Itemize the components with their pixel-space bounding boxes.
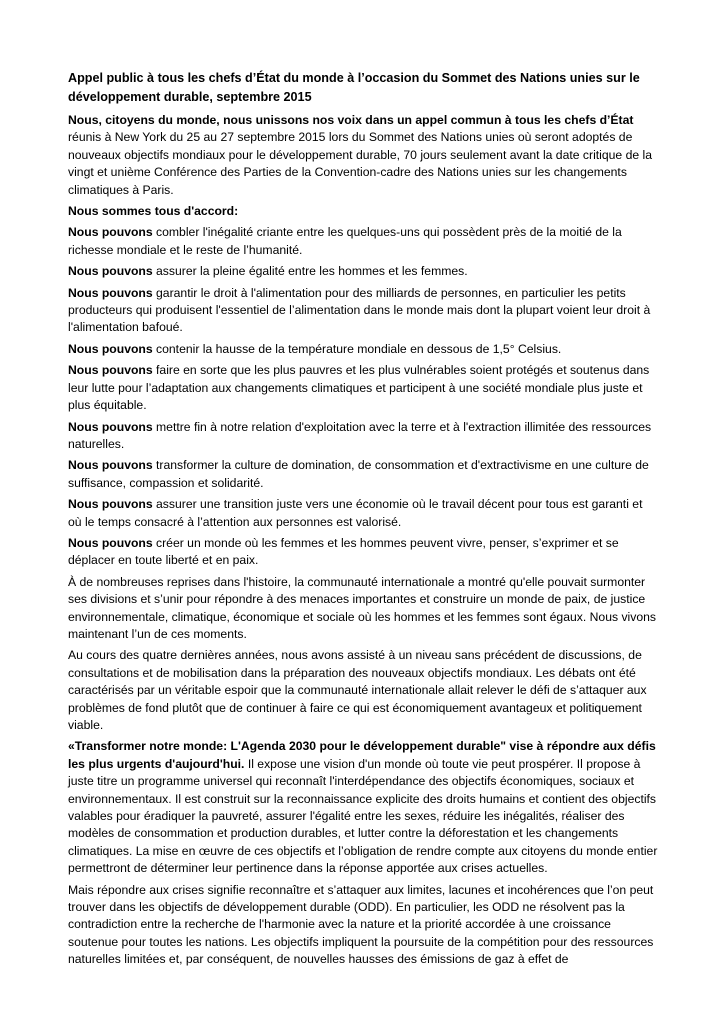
- paragraph-nous-pouvons-3: [68, 285, 658, 337]
- paragraph-lead: Nous, citoyens du monde, nous unissons nos voix dans un appel commun à tous les chefs d’État: [68, 113, 634, 127]
- paragraph-history: [68, 574, 658, 644]
- paragraph-nous-pouvons-1: [68, 224, 658, 259]
- paragraph-lead: Nous pouvons: [68, 363, 153, 378]
- paragraph-odd-limits: [68, 882, 658, 969]
- paragraph-lead: Nous pouvons: [68, 419, 153, 434]
- paragraph-text: assurer la pleine égalité entre les hommes et les femmes.: [152, 264, 468, 279]
- paragraph-nous-pouvons-9: [68, 535, 658, 570]
- paragraph-lead: Nous sommes tous d'accord:: [68, 204, 239, 219]
- paragraph-text: créer un monde où les femmes et les hommes peuvent vivre, penser, s’exprimer et se déplacer en toute liberté et en paix.: [68, 535, 619, 568]
- paragraph-nous-pouvons-8: [68, 496, 658, 531]
- paragraph-lead: Nous pouvons: [68, 535, 153, 550]
- paragraph-lead: Nous pouvons: [68, 264, 153, 279]
- paragraph-intro: [68, 112, 658, 199]
- document-title: Appel public à tous les chefs d’État du monde à l’occasion du Sommet des Nations unies sur le développement durable, septembre 2015: [68, 71, 640, 104]
- paragraph-nous-pouvons-7: [68, 457, 658, 492]
- paragraph-lead: «Transformer notre monde: L'Agenda 2030 pour le développement durable" vise à répondre aux défis les plus urgents d'aujourd'hui.: [68, 739, 656, 771]
- paragraph-lead: Nous pouvons: [68, 497, 153, 512]
- paragraph-text: réunis à New York du 25 au 27 septembre 2015 lors du Sommet des Nations unies où seront adoptés de nouveaux objectifs mondiaux pour le développement durable, 70 jours seulement avant la date critique de la vingt et unième Conférence des Parties de la Convention-cadre des Nations unies sur les changements climatiques à Paris.: [68, 130, 653, 197]
- paragraph-text: assurer une transition juste vers une économie où le travail décent pour tous est garanti et où le temps consacré à l’attention aux personnes est valorisé.: [68, 497, 643, 529]
- paragraph-text: transformer la culture de domination, de consommation et d'extractivisme en une culture de suffisance, compassion et solidarité.: [68, 458, 649, 490]
- paragraph-lead: Nous pouvons: [68, 341, 153, 356]
- document-body: [68, 69, 658, 973]
- paragraph-text: faire en sorte que les plus pauvres et les plus vulnérables soient protégés et soutenus dans leur lutte pour l’adaptation aux changements climatiques et participent à une société mondiale plus juste et plus équitable.: [68, 363, 650, 413]
- paragraph-nous-pouvons-2: [68, 263, 658, 280]
- paragraph-consultations: [68, 647, 658, 734]
- paragraph-lead: Nous pouvons: [68, 285, 153, 300]
- paragraph-lead: Nous pouvons: [68, 458, 153, 473]
- paragraph-text: Il expose une vision d'un monde où toute vie peut prospérer. Il propose à juste titre un programme universel qui reconnaît l'interdépendance des objectifs économiques, sociaux et environnementaux. Il est construit sur la reconnaissance explicite des droits humains et contient des objectifs valables pour éradiquer la pauvreté, assurer l'égalité entre les sexes, réduire les inégalités, réaliser des modèles de consommation et production durables, et lutter contre la déforestation et les changements climatiques. La mise en œuvre de ces objectifs et l’obligation de rendre compte aux citoyens du monde entier permettront de déterminer leur pertinence dans la réponse apportée aux crises actuelles.: [68, 756, 658, 876]
- paragraph-text: Mais répondre aux crises signifie reconnaître et s’attaquer aux limites, lacunes et incohérences que l’on peut trouver dans les objectifs de développement durable (ODD). En particulier, les ODD ne résolvent pas la contradiction entre la recherche de l'harmonie avec la nature et la priorité accordée à une croissance soutenue pour toutes les nations. Les objectifs impliquent la poursuite de la compétition pour des ressources naturelles limitées et, par conséquent, de nouvelles hausses des émissions de gaz à effet de: [68, 882, 654, 967]
- paragraph-text: garantir le droit à l'alimentation pour des milliards de personnes, en particulier les petits producteurs qui produisent l'essentiel de l’alimentation dans le monde mais dont la plupart voient leur droit à l'alimentation bafoué.: [68, 285, 651, 335]
- paragraph-agenda-2030: [68, 738, 658, 877]
- paragraph-text: contenir la hausse de la température mondiale en dessous de 1,5° Celsius.: [152, 341, 562, 356]
- paragraph-text: mettre fin à notre relation d'exploitation avec la terre et à l'extraction illimitée des ressources naturelles.: [68, 419, 652, 451]
- paragraph-text: combler l'inégalité criante entre les quelques-uns qui possèdent près de la moitié de la richesse mondiale et le reste de l’humanité.: [68, 225, 622, 257]
- paragraph-text: À de nombreuses reprises dans l'histoire, la communauté internationale a montré qu'elle pouvait surmonter ses divisions et s’unir pour répondre à des menaces importantes et construire un monde de paix, de justice environnementale, climatique, économique et sociale où les hommes et les femmes sont égaux. Nous vivons maintenant l’un de ces moments.: [68, 574, 657, 641]
- paragraph-lead: Nous pouvons: [68, 225, 153, 240]
- paragraph-nous-pouvons-6: [68, 419, 658, 454]
- paragraph-agreement-heading: [68, 203, 658, 220]
- paragraph-text: Au cours des quatre dernières années, nous avons assisté à un niveau sans précédent de discussions, de consultations et de mobilisation dans la préparation des nouveaux objectifs mondiaux. Les débats ont été caractérisés par un véritable espoir que la communauté internationale allait relever le défi de s’attaquer aux problèmes de fond plutôt que de continuer à faire ce qui est économiquement avantageux et politiquement viable.: [68, 648, 647, 732]
- paragraph-nous-pouvons-5: [68, 362, 658, 414]
- paragraph-nous-pouvons-4: [68, 341, 658, 358]
